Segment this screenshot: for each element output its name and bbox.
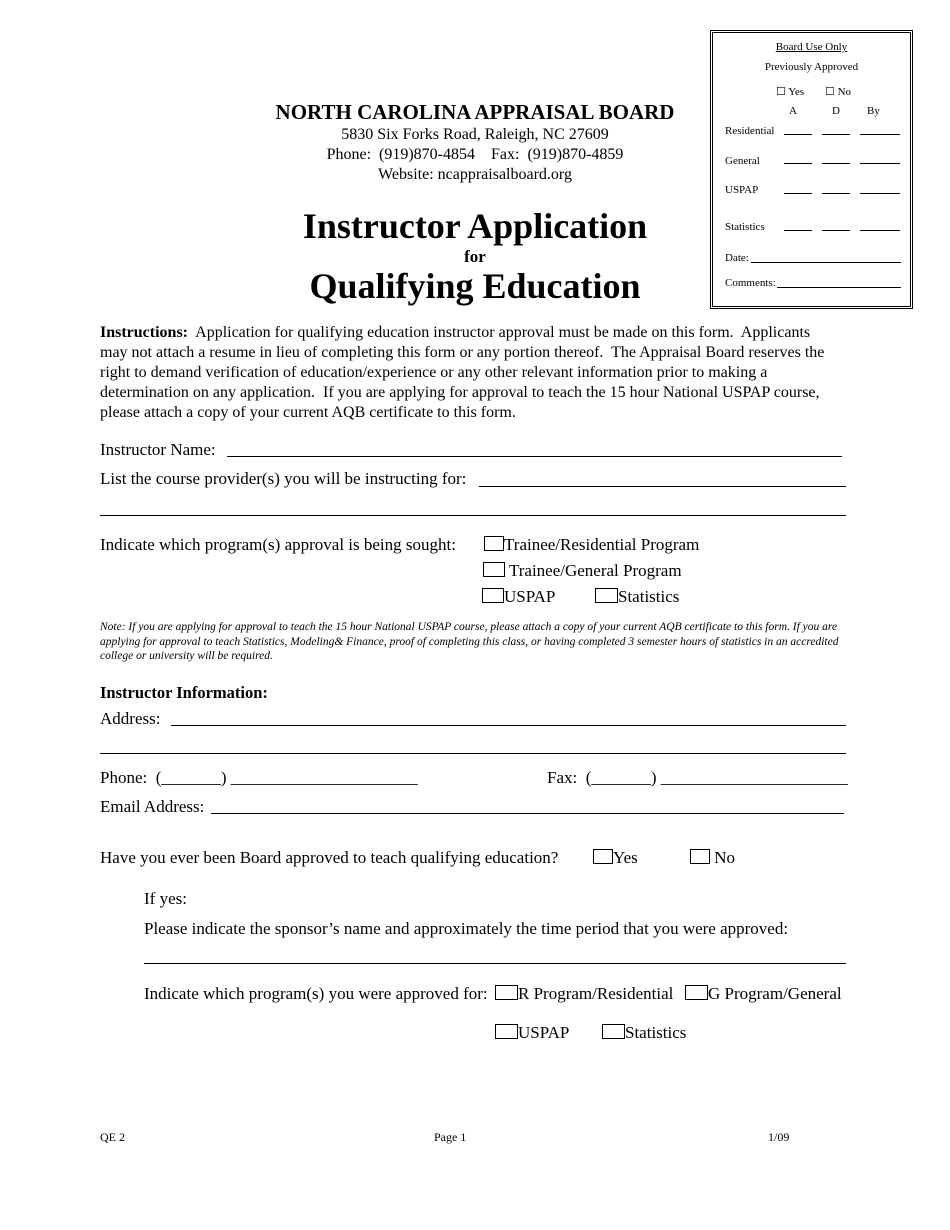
instructor-name-label: Instructor Name: <box>100 440 216 459</box>
board-date-label: Date: <box>725 252 749 264</box>
title-for: for <box>464 247 486 266</box>
prior-statistics-checkbox[interactable] <box>602 1024 625 1039</box>
option-statistics[interactable] <box>595 587 679 607</box>
email-field[interactable] <box>211 813 844 814</box>
instructions-label: Instructions: <box>100 324 189 341</box>
trainee-residential-checkbox[interactable] <box>484 536 504 551</box>
option-trainee-residential[interactable] <box>484 535 699 555</box>
page-title: Instructor Application <box>302 206 648 246</box>
if-yes-label: If yes: <box>144 889 187 908</box>
prior-approval-question: Have you ever been Board approved to teach qualifying education? <box>100 848 559 867</box>
prior-yes-label: Yes <box>613 848 638 867</box>
col-by-header: By <box>867 105 880 117</box>
r-program-label: R Program/Residential <box>518 984 674 1003</box>
address-label: Address: <box>100 709 161 728</box>
prior-yes-checkbox[interactable] <box>593 849 613 864</box>
board-no-checkbox[interactable]: ☐ No <box>825 86 852 98</box>
address-field-2[interactable] <box>100 753 846 754</box>
instructor-info-heading: Instructor Information: <box>100 683 268 702</box>
course-providers-field-2[interactable] <box>100 515 846 516</box>
prior-no-label: No <box>714 848 736 867</box>
footer-form-id: QE 2 <box>100 1130 125 1144</box>
uspap-checkbox[interactable] <box>482 588 504 603</box>
prior-approval-no[interactable] <box>690 848 735 868</box>
org-website: Website: ncappraisalboard.org <box>378 166 572 183</box>
prior-uspap-checkbox[interactable] <box>495 1024 518 1039</box>
board-row-residential: Residential <box>725 125 775 137</box>
prior-no-checkbox[interactable] <box>690 849 710 864</box>
course-providers-label: List the course provider(s) you will be instructing for: <box>100 469 467 488</box>
trainee-general-label: Trainee/General Program <box>508 561 682 580</box>
r-program-checkbox[interactable] <box>495 985 518 1000</box>
board-use-title: Board Use Only <box>775 41 848 53</box>
phone-field[interactable]: Phone: (_______) ______________________ <box>100 768 418 787</box>
option-g-program[interactable] <box>685 984 842 1004</box>
footer-date: 1/09 <box>768 1130 790 1144</box>
email-label: Email Address: <box>100 797 205 816</box>
prior-approval-yes[interactable] <box>593 848 638 868</box>
uspap-label: USPAP <box>504 587 556 606</box>
org-name: NORTH CAROLINA APPRAISAL BOARD <box>275 100 675 124</box>
g-program-label: G Program/General <box>708 984 842 1003</box>
trainee-general-checkbox[interactable] <box>483 562 505 577</box>
program-sought-label: Indicate which program(s) approval is being sought: <box>100 535 456 554</box>
previously-approved-label: Previously Approved <box>764 61 859 73</box>
instructor-name-field[interactable] <box>227 456 842 457</box>
option-r-program[interactable] <box>495 984 673 1004</box>
instructions-paragraph <box>100 323 840 423</box>
col-d-header: D <box>832 105 840 117</box>
board-yes-checkbox[interactable]: ☐ Yes <box>776 86 805 98</box>
prior-statistics-label: Statistics <box>625 1023 687 1042</box>
board-row-uspap: USPAP <box>725 184 759 196</box>
org-address: 5830 Six Forks Road, Raleigh, NC 27609 <box>341 126 609 143</box>
footer-page-number: Page 1 <box>434 1130 467 1144</box>
approved-programs-prompt: Indicate which program(s) you were approved for: <box>144 984 488 1003</box>
g-program-checkbox[interactable] <box>685 985 708 1000</box>
statistics-checkbox[interactable] <box>595 588 618 603</box>
course-providers-field[interactable] <box>479 486 846 487</box>
address-field[interactable] <box>171 725 846 726</box>
note-text: Note: If you are applying for approval to teach the 15 hour National USPAP course, please attach a copy of your current AQB certificate to this form. If you are applying for approval to teach Statistics, Modeling& Finance, proof of completing this class, or having completed 3 semester hours of statistics in an accredited college or university will be required. <box>100 621 839 662</box>
trainee-residential-label: Trainee/Residential Program <box>504 535 700 554</box>
option-prior-uspap[interactable] <box>495 1023 569 1043</box>
option-prior-statistics[interactable] <box>602 1023 686 1043</box>
board-comments-label: Comments: <box>725 277 776 289</box>
sponsor-prompt: Please indicate the sponsor’s name and approximately the time period that you were approved: <box>144 919 789 938</box>
org-phone-fax: Phone: (919)870-4854 Fax: (919)870-4859 <box>326 146 624 163</box>
option-trainee-general[interactable] <box>483 561 682 581</box>
statistics-label: Statistics <box>618 587 680 606</box>
instructions-text: Application for qualifying education instructor approval must be made on this form. Applicants may not attach a resume in lieu of completing this form or any portion thereof. The Appraisal Board reserves the right to demand verification of education/experience or any other relevant information prior to making a determination on any application. If you are applying for approval to teach the 15 hour National USPAP course, please attach a copy of your current AQB certificate to this form. <box>100 324 829 421</box>
board-row-statistics: Statistics <box>725 221 765 233</box>
fax-field[interactable]: Fax: (_______) ______________________ <box>547 768 848 787</box>
board-row-general: General <box>725 155 760 167</box>
option-uspap[interactable] <box>482 587 555 607</box>
page-subtitle: Qualifying Education <box>309 266 641 306</box>
prior-uspap-label: USPAP <box>518 1023 570 1042</box>
col-a-header: A <box>789 105 797 117</box>
sponsor-field[interactable] <box>144 963 846 964</box>
